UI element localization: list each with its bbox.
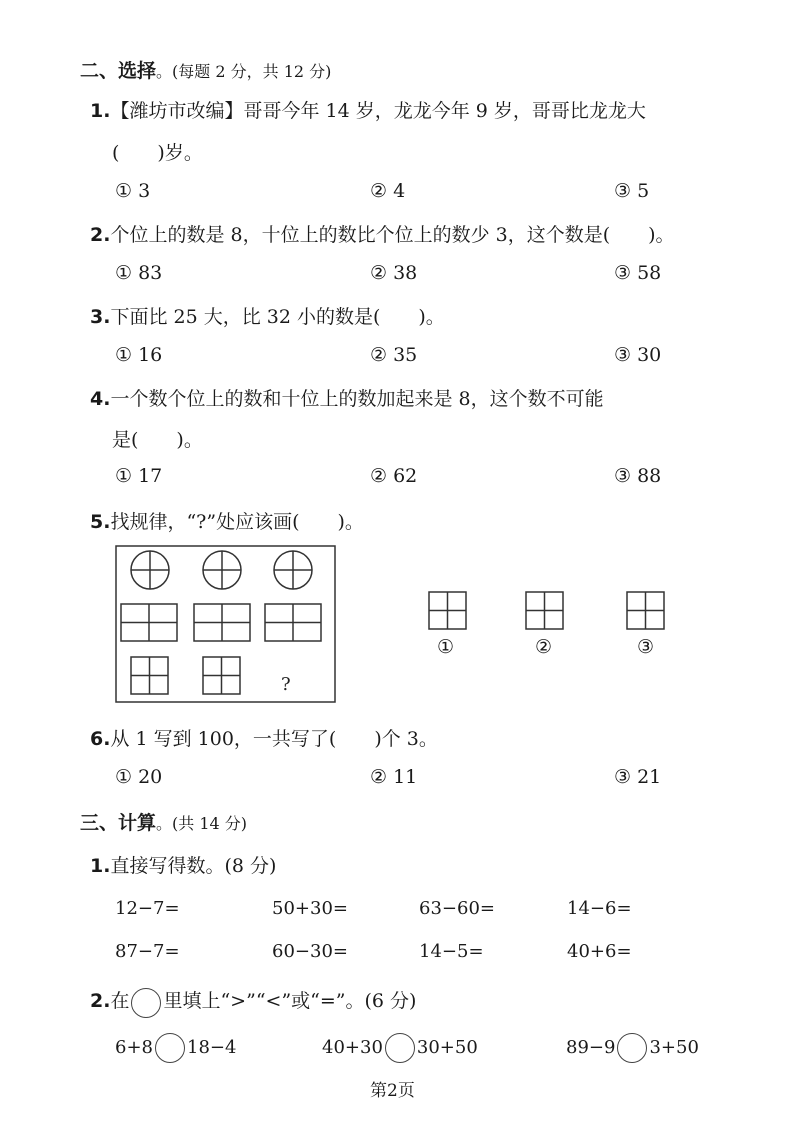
question-number: 2. — [90, 990, 111, 1012]
question-1-line2: ( )岁。 — [112, 142, 203, 164]
question-number: 5. — [90, 511, 111, 533]
calc-item: 63−60= — [419, 898, 495, 919]
question-4 — [90, 384, 604, 411]
calc-item: 12−7= — [115, 898, 180, 919]
option-3: ③ 88 — [614, 465, 662, 487]
option-1: ① 3 — [115, 180, 151, 202]
circle-cross-icon — [131, 551, 169, 589]
question-text: 哥哥今年 14 岁，龙龙今年 9 岁，哥哥比龙龙大 — [243, 100, 646, 122]
question-5 — [90, 507, 364, 534]
calc-question-1 — [90, 851, 276, 878]
question-3 — [90, 302, 445, 329]
section-3-heading — [80, 808, 247, 835]
question-text: 一个数个位上的数和十位上的数加起来是 8，这个数不可能 — [110, 388, 604, 410]
compare-right: 30+50 — [416, 1037, 478, 1058]
section-2-note: 。(每题 2 分，共 12 分) — [156, 62, 332, 81]
compare-circle[interactable] — [385, 1033, 415, 1063]
option-3: ③ 21 — [614, 766, 662, 788]
option-2: ② 4 — [370, 180, 406, 202]
circle-cross-icon — [274, 551, 312, 589]
option-3-label: ③ — [637, 636, 655, 658]
calc-item: 40+6= — [567, 941, 632, 962]
question-text: 从 1 写到 100，一共写了( )个 3。 — [110, 728, 438, 750]
question-text: 找规律，“?”处应该画( )。 — [110, 511, 364, 533]
compare-item — [115, 1033, 236, 1063]
question-1 — [90, 96, 646, 123]
circle-cross-icon — [203, 551, 241, 589]
option-1: ① 17 — [115, 465, 163, 487]
compare-circle[interactable] — [155, 1033, 185, 1063]
option-2: ② 38 — [370, 262, 418, 284]
option-2-square-icon — [525, 591, 565, 631]
compare-right: 3+50 — [649, 1037, 699, 1058]
question-number: 1. — [90, 100, 111, 122]
calc-item: 14−6= — [567, 898, 632, 919]
calc-item: 14−5= — [419, 941, 484, 962]
question-text-before: 在 — [110, 990, 130, 1012]
square-cross-icon — [203, 657, 240, 694]
calc-question-2 — [90, 986, 416, 1018]
question-number: 3. — [90, 306, 111, 328]
compare-item — [566, 1033, 699, 1063]
option-2-label: ② — [535, 636, 553, 658]
circle-blank-icon — [131, 988, 161, 1018]
question-number: 1. — [90, 855, 111, 877]
calc-item: 87−7= — [115, 941, 180, 962]
section-3-note: 。(共 14 分) — [156, 814, 248, 833]
question-text: 个位上的数是 8，十位上的数比个位上的数少 3，这个数是( )。 — [110, 224, 675, 246]
option-3: ③ 30 — [614, 344, 662, 366]
option-3-square-icon — [626, 591, 666, 631]
section-2-title: 二、选择 — [80, 60, 157, 82]
option-2: ② 11 — [370, 766, 418, 788]
question-6 — [90, 724, 438, 751]
question-number: 6. — [90, 728, 111, 750]
question-2 — [90, 220, 675, 247]
option-1: ① 16 — [115, 344, 163, 366]
option-1-square-icon — [428, 591, 468, 631]
wide-rect-cross-icon — [121, 604, 177, 641]
wide-rect-cross-icon — [194, 604, 250, 641]
compare-right: 18−4 — [187, 1037, 237, 1058]
compare-left: 40+30 — [322, 1037, 383, 1058]
question-text: 直接写得数。(8 分) — [110, 855, 277, 877]
option-2: ② 35 — [370, 344, 418, 366]
compare-circle[interactable] — [617, 1033, 647, 1063]
compare-left: 89−9 — [566, 1037, 616, 1058]
option-1: ① 83 — [115, 262, 163, 284]
calc-item: 50+30= — [272, 898, 348, 919]
option-3: ③ 5 — [614, 180, 650, 202]
question-number: 2. — [90, 224, 111, 246]
page-number: 第2页 — [370, 1081, 415, 1101]
compare-left: 6+8 — [115, 1037, 153, 1058]
question-mark: ? — [281, 674, 291, 695]
question-number: 4. — [90, 388, 111, 410]
option-1-label: ① — [437, 636, 455, 658]
compare-item — [322, 1033, 478, 1063]
pattern-figure — [115, 545, 337, 705]
question-text: 下面比 25 大，比 32 小的数是( )。 — [110, 306, 445, 328]
option-3: ③ 58 — [614, 262, 662, 284]
question-4-line2: 是( )。 — [112, 429, 203, 451]
question-text-after: 里填上“>”“<”或“=”。(6 分) — [163, 990, 417, 1012]
calc-item: 60−30= — [272, 941, 348, 962]
option-1: ① 20 — [115, 766, 163, 788]
wide-rect-cross-icon — [265, 604, 321, 641]
option-2: ② 62 — [370, 465, 418, 487]
section-3-title: 三、计算 — [80, 812, 157, 834]
section-2-heading — [80, 56, 331, 83]
question-source: 【潍坊市改编】 — [110, 100, 244, 122]
square-cross-icon — [131, 657, 168, 694]
